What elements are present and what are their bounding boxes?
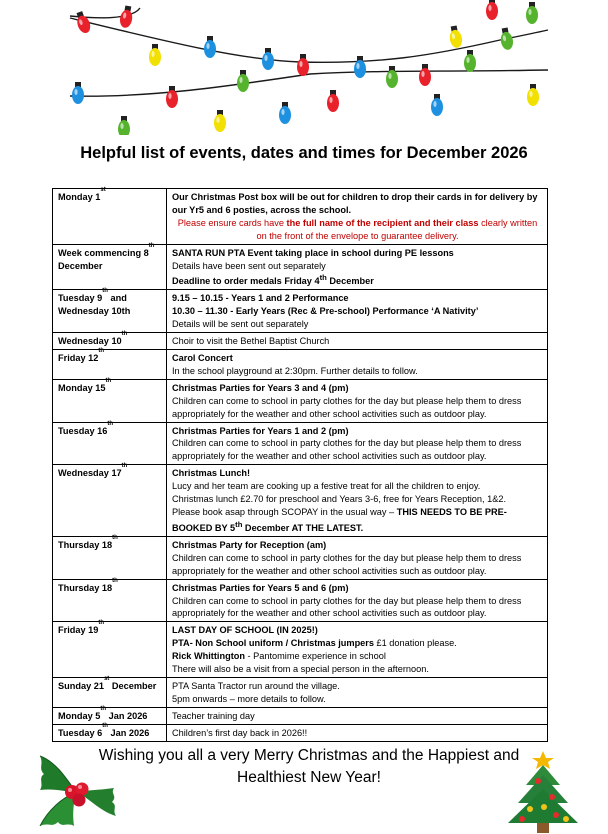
event-details — [167, 536, 548, 579]
christmas-lights-icon — [0, 0, 608, 135]
event-detail-line: In the school playground at 2:30pm. Further details to follow. — [172, 365, 418, 376]
table-row — [53, 333, 548, 350]
table-row — [53, 536, 548, 579]
event-detail-line: Please book asap through SCOPAY in the usual way – THIS NEEDS TO BE PRE-BOOKED BY 5th December AT THE LATEST. — [172, 507, 507, 533]
table-row — [53, 189, 548, 245]
table-row — [53, 244, 548, 290]
event-details — [167, 465, 548, 537]
event-details — [167, 422, 548, 465]
table-row — [53, 350, 548, 380]
event-detail-line: Children can come to school in party clothes for the day but please help them to dress appropriately for the weather and other school activities such as outdoor play. — [172, 552, 522, 576]
event-date: Monday 5th Jan 2026 — [53, 707, 167, 724]
event-detail-line: There will also be a visit from a special person in the afternoon. — [172, 664, 429, 675]
event-detail-line: Choir to visit the Bethel Baptist Church — [172, 336, 330, 347]
event-date: Friday 12th — [53, 350, 167, 380]
table-row — [53, 290, 548, 333]
event-detail-line: Details will be sent out separately — [172, 319, 309, 330]
event-date: Sunday 21st December — [53, 677, 167, 707]
event-detail-line: Deadline to order medals Friday 4th December — [172, 273, 374, 287]
table-row — [53, 422, 548, 465]
table-row — [53, 677, 548, 707]
event-date: Friday 19th — [53, 622, 167, 678]
event-detail-line: Children can come to school in party clothes for the day but please help them to dress appropriately for the weather and other school activities such as outdoor play. — [172, 395, 522, 419]
event-detail-line: Carol Concert — [172, 353, 233, 364]
event-date: Thursday 18th — [53, 579, 167, 622]
footer-message: Wishing you all a very Merry Christmas and the Happiest and Healthiest New Year! — [98, 747, 520, 786]
event-detail-line: Teacher training day — [172, 710, 255, 721]
event-details — [167, 579, 548, 622]
event-detail-line: SANTA RUN PTA Event taking place in school during PE lessons — [172, 247, 454, 258]
event-detail-line: Please ensure cards have the full name of the recipient and their class clearly written on the front of the envelope to guarantee delivery. — [177, 217, 538, 241]
event-detail-line: Lucy and her team are cooking up a festive treat for all the children to enjoy. — [172, 481, 481, 492]
holly-icon — [32, 752, 124, 830]
christmas-tree-icon — [502, 747, 584, 834]
event-detail-line: 5pm onwards – more details to follow. — [172, 693, 326, 704]
event-details — [167, 290, 548, 333]
event-detail-line: Christmas Party for Reception (am) — [172, 539, 327, 550]
event-date: Tuesday 9th and Wednesday 10th — [53, 290, 167, 333]
event-detail-line: Children’s first day back in 2026!! — [172, 727, 308, 738]
event-date: Tuesday 16th — [53, 422, 167, 465]
event-detail-line: LAST DAY OF SCHOOL (IN 2025!) — [172, 625, 318, 636]
event-detail-line: Christmas Parties for Years 3 and 4 (pm) — [172, 382, 349, 393]
table-row — [53, 579, 548, 622]
event-details — [167, 189, 548, 245]
events-table — [52, 188, 548, 742]
table-row — [53, 622, 548, 678]
event-details — [167, 724, 548, 741]
event-detail-line: Christmas Lunch! — [172, 468, 251, 479]
event-date: Thursday 18th — [53, 536, 167, 579]
event-details — [167, 244, 548, 290]
event-detail-line: 9.15 – 10.15 - Years 1 and 2 Performance — [172, 293, 349, 304]
event-details — [167, 707, 548, 724]
event-detail-line: Rick Whittington - Pantomime experience in school — [172, 651, 386, 662]
event-details — [167, 379, 548, 422]
event-detail-line: Details have been sent out separately — [172, 260, 326, 271]
event-detail-line: Christmas lunch £2.70 for preschool and Years 3-6, free for Years Reception, 1&2. — [172, 494, 507, 505]
event-detail-line: 10.30 – 11.30 - Early Years (Rec & Pre-school) Performance ‘A Nativity’ — [172, 306, 479, 317]
event-details — [167, 350, 548, 380]
event-date: Wednesday 17th — [53, 465, 167, 537]
event-date: Monday 15th — [53, 379, 167, 422]
event-date: Week commencing 8th December — [53, 244, 167, 290]
event-date: Monday 1st — [53, 189, 167, 245]
table-row — [53, 465, 548, 537]
page-title: Helpful list of events, dates and times for December 2026 — [80, 144, 528, 162]
event-detail-line: Christmas Parties for Years 1 and 2 (pm) — [172, 425, 349, 436]
event-detail-line: Children can come to school in party clothes for the day but please help them to dress appropriately for the weather and other school activities such as outdoor play. — [172, 438, 522, 462]
table-row — [53, 707, 548, 724]
table-row — [53, 724, 548, 741]
event-detail-line: Our Christmas Post box will be out for children to drop their cards in for delivery by our Yr5 and 6 posties, across the school. — [172, 192, 538, 215]
event-detail-line: PTA Santa Tractor run around the village. — [172, 680, 340, 691]
event-details — [167, 677, 548, 707]
event-detail-line: PTA- Non School uniform / Christmas jumpers £1 donation please. — [172, 638, 457, 649]
event-detail-line: Christmas Parties for Years 5 and 6 (pm) — [172, 582, 349, 593]
event-detail-line: Children can come to school in party clothes for the day but please help them to dress appropriately for the weather and other school activities such as outdoor play. — [172, 595, 522, 619]
table-row — [53, 379, 548, 422]
event-date: Wednesday 10th — [53, 333, 167, 350]
event-details — [167, 622, 548, 678]
event-details — [167, 333, 548, 350]
event-date: Tuesday 6th Jan 2026 — [53, 724, 167, 741]
